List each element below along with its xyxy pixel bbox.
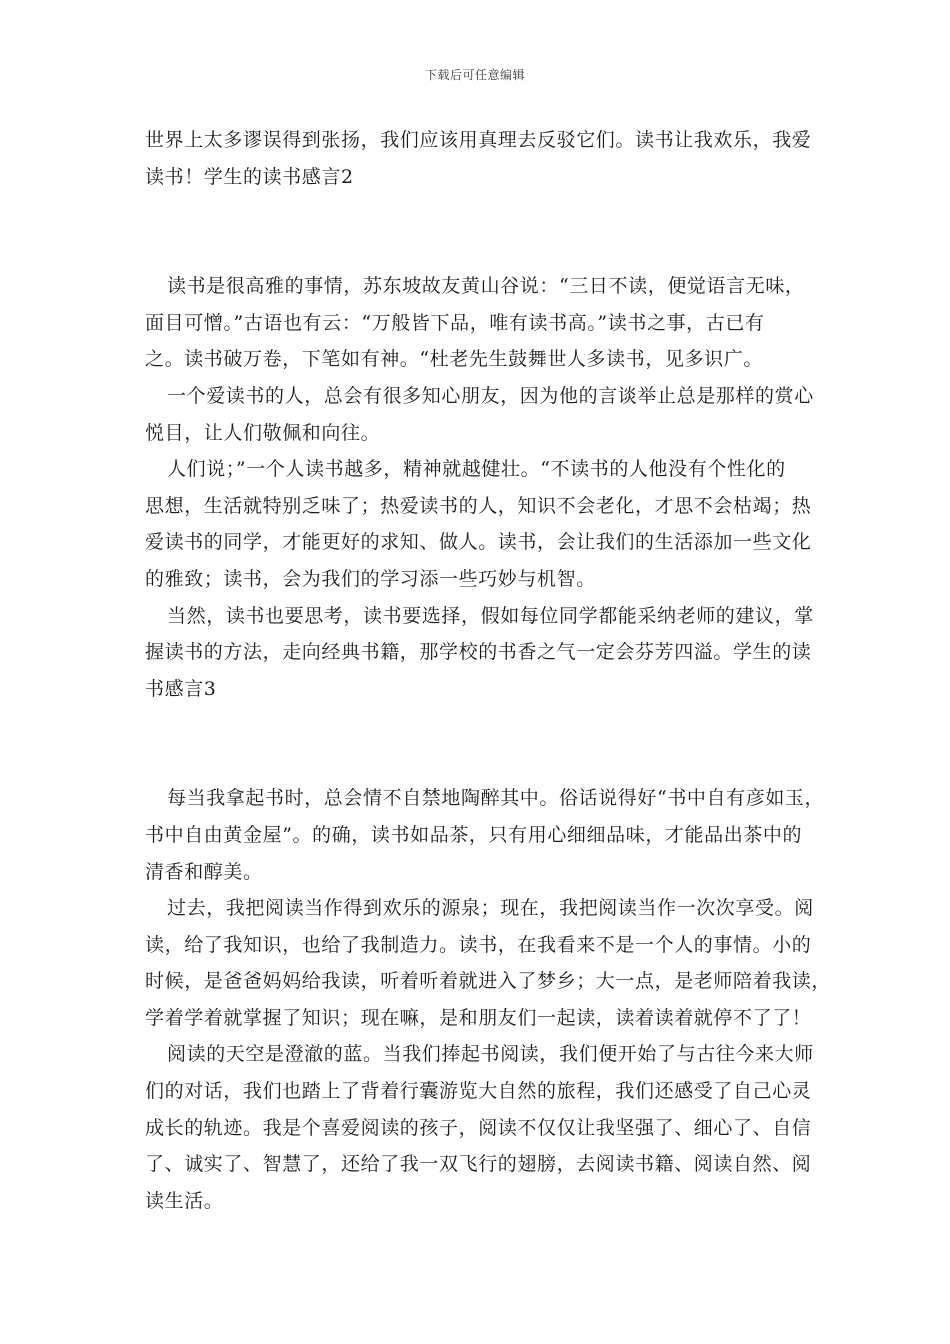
text-line: 读书是很高雅的事情，苏东坡故友黄山谷说：“三日不读，便觉语言无味， bbox=[167, 275, 805, 298]
paragraph bbox=[145, 378, 815, 451]
text-line: 每当我拿起书时，总会情不自禁地陶醉其中。俗话说得好“书中自有彦如玉， bbox=[167, 787, 825, 810]
paragraph bbox=[145, 268, 815, 378]
paragraph bbox=[145, 451, 815, 597]
section-gap bbox=[145, 707, 815, 780]
text-line: 的雅致；读书，会为我们的学习添一些巧妙与机智。 bbox=[145, 567, 596, 590]
section-gap bbox=[145, 195, 815, 268]
page-header: 下载后可任意编辑 bbox=[424, 68, 525, 82]
text-line: 读书！学生的读书感言2 bbox=[145, 165, 354, 188]
text-line: 人们说；”一个人读书越多，精神就越健壮。“不读书的人他没有个性化的 bbox=[167, 458, 786, 481]
text-line: 了、诚实了、智慧了，还给了我一双飞行的翅膀，去阅读书籍、阅读自然、阅 bbox=[145, 1153, 812, 1176]
text-line: 清香和醇美。 bbox=[145, 860, 263, 883]
paragraph bbox=[145, 780, 825, 890]
text-line: 之。读书破万卷，下笔如有神。“杜老先生鼓舞世人多读书，见多识广。 bbox=[145, 348, 763, 371]
text-line: 学着学着就掌握了知识；现在嘛，是和朋友们一起读，读着读着就停不了了！ bbox=[145, 1006, 812, 1029]
paragraph bbox=[145, 598, 815, 708]
paragraph bbox=[145, 890, 832, 1036]
text-line: 一个爱读书的人，总会有很多知心朋友，因为他的言谈举止总是那样的赏心 bbox=[167, 384, 814, 407]
text-line: 思想，生活就特别乏味了；热爱读书的人，知识不会老化，才思不会枯竭；热 bbox=[145, 494, 812, 517]
paragraph bbox=[145, 122, 815, 195]
text-line: 面目可憎。”古语也有云：“万般皆下品，唯有读书高。”读书之事，古已有 bbox=[145, 311, 765, 334]
text-line: 书感言3 bbox=[145, 677, 217, 700]
text-line: 握读书的方法，走向经典书籍，那学校的书香之气一定会芬芳四溢。学生的读 bbox=[145, 641, 812, 664]
text-line: 们的对话，我们也踏上了背着行囊游览大自然的旅程，我们还感受了自己心灵 bbox=[145, 1080, 812, 1103]
text-line: 阅读的天空是澄澈的蓝。当我们捧起书阅读，我们便开始了与古往今来大师 bbox=[167, 1043, 814, 1066]
text-line: 爱读书的同学，才能更好的求知、做人。读书，会让我们的生活添加一些文化 bbox=[145, 531, 812, 554]
text-line: 书中自由黄金屋”。的确，读书如品茶，只有用心细细品味，才能品出茶中的 bbox=[145, 823, 803, 846]
paragraph bbox=[145, 1036, 815, 1219]
text-line: 过去，我把阅读当作得到欢乐的源泉；现在，我把阅读当作一次次享受。阅 bbox=[167, 897, 814, 920]
text-line: 当然，读书也要思考，读书要选择，假如每位同学都能采纳老师的建议，掌 bbox=[167, 604, 814, 627]
document-body bbox=[145, 122, 832, 1219]
text-line: 世界上太多谬误得到张扬，我们应该用真理去反驳它们。读书让我欢乐，我爱 bbox=[145, 129, 812, 151]
text-line: 成长的轨迹。我是个喜爱阅读的孩子，阅读不仅仅让我坚强了、细心了、自信 bbox=[145, 1116, 812, 1139]
text-line: 时候，是爸爸妈妈给我读，听着听着就进入了梦乡；大一点，是老师陪着我读， bbox=[145, 970, 832, 993]
text-line: 读生活。 bbox=[145, 1189, 224, 1212]
text-line: 读，给了我知识，也给了我制造力。读书，在我看来不是一个人的事情。小的 bbox=[145, 933, 812, 956]
text-line: 悦目，让人们敬佩和向往。 bbox=[145, 421, 381, 444]
